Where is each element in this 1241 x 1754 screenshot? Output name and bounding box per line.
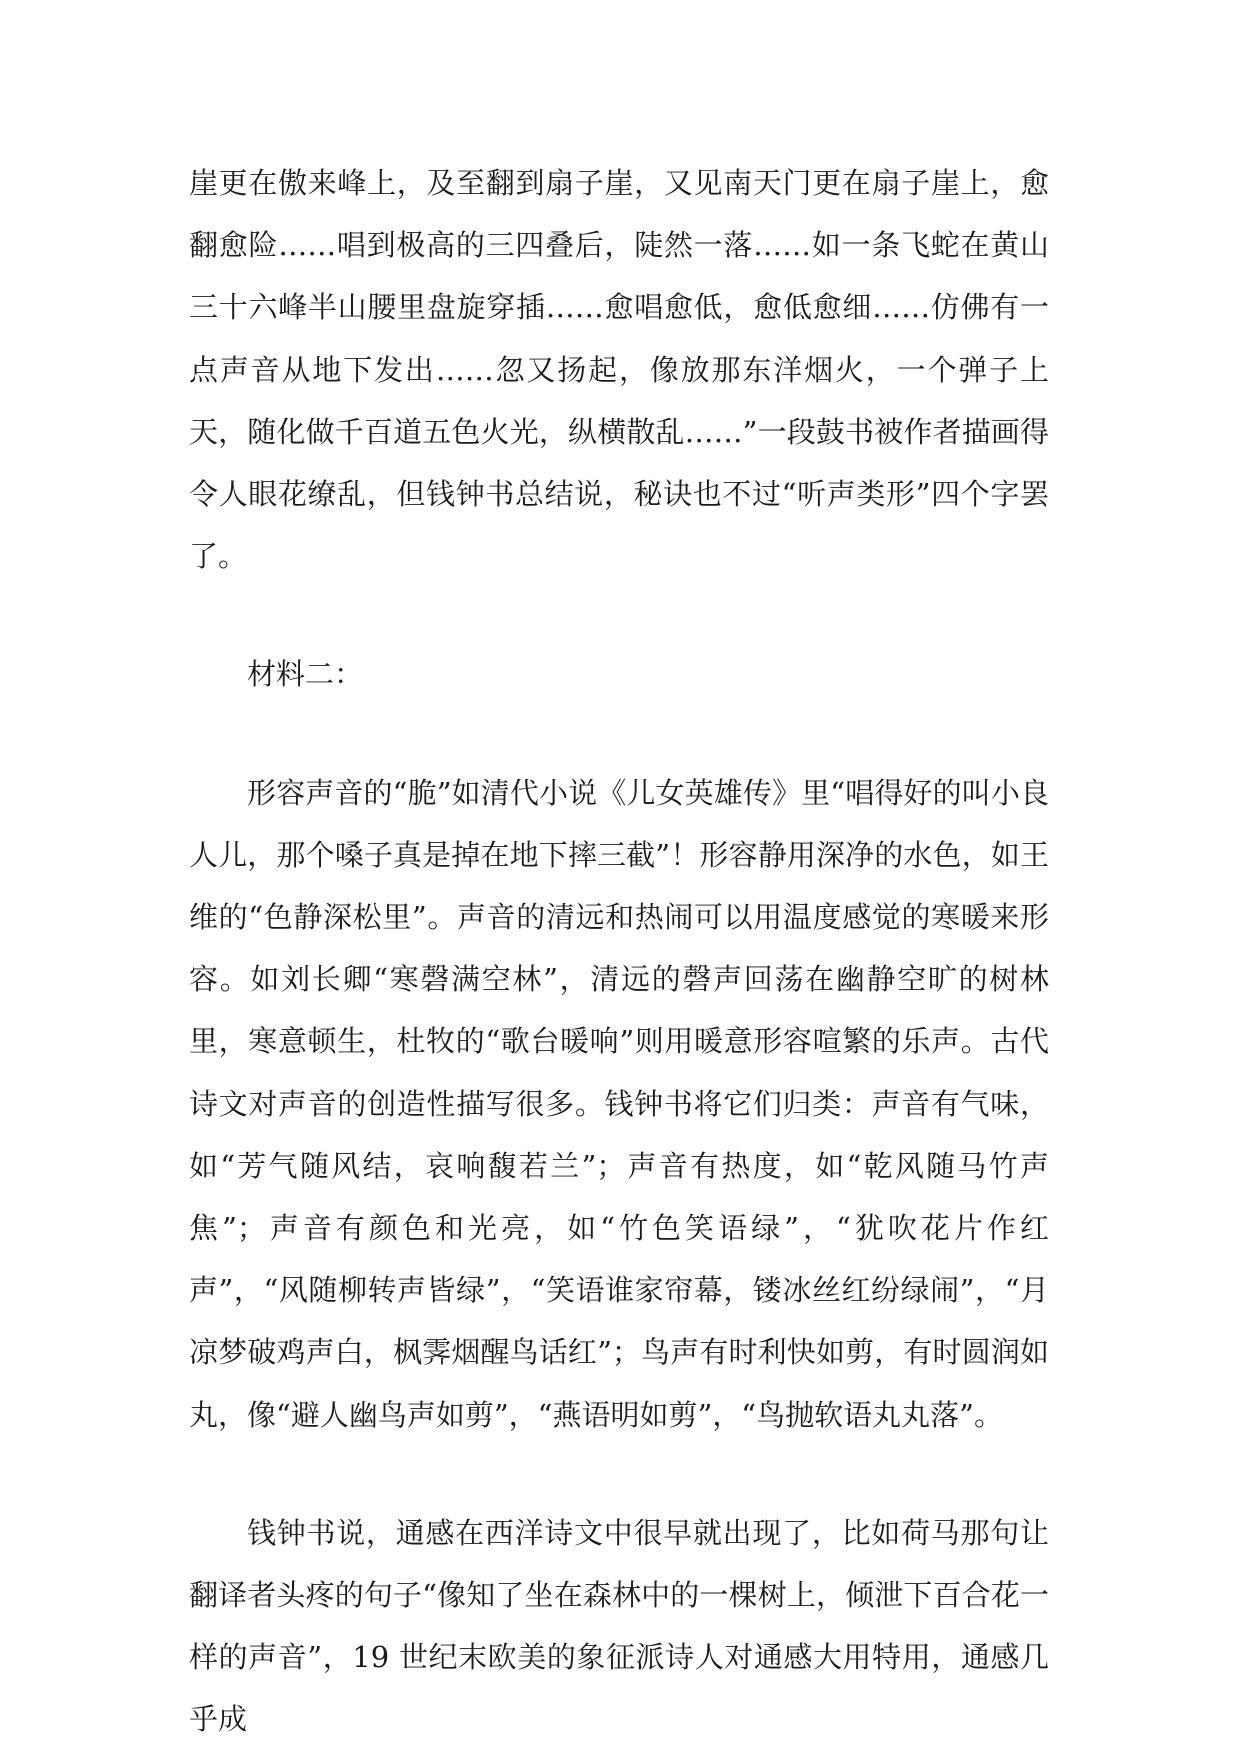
document-body bbox=[189, 152, 1049, 1751]
paragraph-sound-descriptions: 形容声音的“脆”如清代小说《儿女英雄传》里“唱得好的叫小良人儿，那个嗓子真是掉在地下摔三截”！形容静用深净的水色，如王维的“色静深松里”。声音的清远和热闹可以用温度感觉的寒暖来形容。如刘长卿“寒磬满空林”，清远的磬声回荡在幽静空旷的树林里，寒意顿生，杜牧的“歌台暖响”则用暖意形容喧繁的乐声。古代诗文对声音的创造性描写很多。钱钟书将它们归类：声音有气味，如“芳气随风结，哀响馥若兰”；声音有热度，如“乾风随马竹声焦”；声音有颜色和光亮，如“竹色笑语绿”，“犹吹花片作红声”，“风随柳转声皆绿”，“笑语谁家帘幕，镂冰丝红纷绿闹”，“月凉梦破鸡声白，枫霁烟醒鸟话红”；鸟声有时利快如剪，有时圆润如丸，像“避人幽鸟声如剪”，“燕语明如剪”，“鸟抛软语丸丸落”。 bbox=[189, 775, 1049, 1432]
section-heading-material-two: 材料二： bbox=[247, 657, 364, 692]
paragraph-continuation: 崖更在傲来峰上，及至翻到扇子崖，又见南天门更在扇子崖上，愈翻愈险……唱到极高的三四叠后，陡然一落……如一条飞蛇在黄山三十六峰半山腰里盘旋穿插……愈唱愈低，愈低愈细……仿佛有一点声音从地下发出……忽又扬起，像放那东洋烟火，一个弹子上天，随化做千百道五色火光，纵横散乱……”一段鼓书被作者描画得令人眼花缭乱，但钱钟书总结说，秘诀也不过“听声类形”四个字罢了。 bbox=[189, 166, 1049, 574]
paragraph-western-synesthesia: 钱钟书说，通感在西洋诗文中很早就出现了，比如荷马那句让翻译者头疼的句子“像知了坐在森林中的一棵树上，倾泄下百合花一样的声音”，19 世纪末欧美的象征派诗人对通感大用特用，通感几乎成 bbox=[189, 1515, 1049, 1737]
